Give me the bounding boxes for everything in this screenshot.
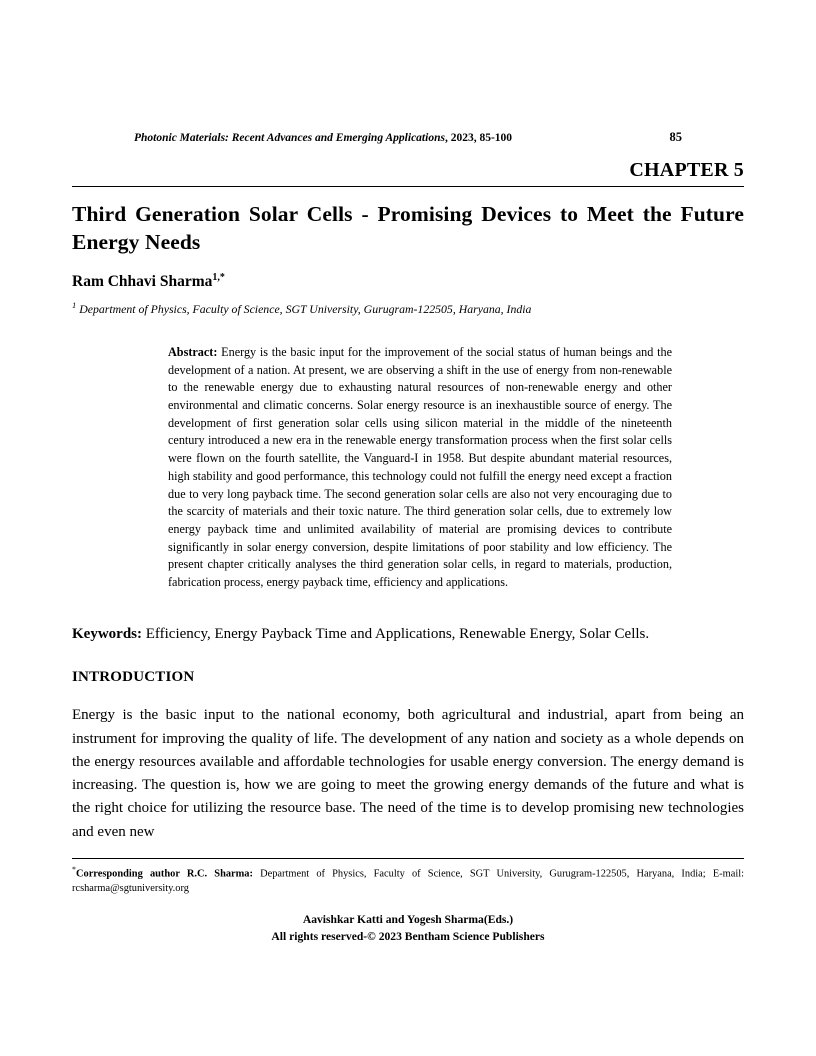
author-affiliation-marker: 1,* xyxy=(212,272,225,284)
keywords-text: Efficiency, Energy Payback Time and Applications, Renewable Energy, Solar Cells. xyxy=(142,625,650,642)
running-head-left xyxy=(134,132,512,144)
affiliation-marker: 1 xyxy=(72,300,77,311)
corresponding-author-note xyxy=(72,864,744,896)
section-heading-introduction: INTRODUCTION xyxy=(72,669,195,686)
author-name xyxy=(72,272,744,291)
affiliation xyxy=(72,300,744,318)
keywords xyxy=(72,624,744,646)
footnote-bold: Corresponding author R.C. Sharma: xyxy=(76,868,253,880)
abstract xyxy=(168,344,672,592)
footnote-divider xyxy=(72,858,744,859)
chapter-label: CHAPTER 5 xyxy=(629,159,744,181)
affiliation-text: Department of Physics, Faculty of Science, SGT University, Gurugram-122505, Haryana, India xyxy=(76,302,532,317)
rights-line: All rights reserved-© 2023 Bentham Science Publishers xyxy=(271,929,545,943)
footnote-marker: * xyxy=(72,864,76,874)
journal-citation: , 2023, 85-100 xyxy=(444,132,513,144)
header-divider xyxy=(72,186,744,187)
journal-title: Photonic Materials: Recent Advances and Emerging Applications xyxy=(134,132,445,144)
page-title: Third Generation Solar Cells - Promising Devices to Meet the Future Energy Needs xyxy=(72,202,744,254)
footnote-rest: Department of Physics, Faculty of Science, SGT University, Gurugram-122505, Haryana, India; E-mail: rcsharma@sgtuniversity.org xyxy=(72,868,744,894)
abstract-text: Energy is the basic input for the improvement of the social status of human beings and the development of a nation. At present, we are observing a shift in the use of energy from non-renewable to the renewable energy due to exhausting natural resources of non-renewable energy and other environmental and climatic concerns. Solar energy resource is an inexhaustible source of energy. The development of first generation solar cells using silicon material in the middle of the nineteenth century introduced a new era in the renewable energy transformation process when the first solar cells were flown on the fourth satellite, the Vanguard-I in 1958. But despite abundant material resources, high stability and good performance, this technology could not fulfill the energy need except a fraction due to very long payback time. The second generation solar cells are also not very encouraging due to the scarcity of materials and their toxic nature. The third generation solar cells, due to extremely low energy payback time and unlimited availability of material are promising devices to contribute significantly in solar energy conversion, despite limitations of poor stability and low efficiency. The present chapter critically analyses the third generation solar cells, in regard to materials, production, fabrication process, energy payback time, efficiency and applications. xyxy=(168,345,672,589)
author-label: Ram Chhavi Sharma xyxy=(72,273,213,291)
running-head xyxy=(72,130,744,145)
page-number: 85 xyxy=(669,130,682,144)
publisher-block xyxy=(72,912,744,946)
keywords-label: Keywords: xyxy=(72,625,142,642)
editors-line: Aavishkar Katti and Yogesh Sharma(Eds.) xyxy=(302,913,514,927)
introduction-paragraph: Energy is the basic input to the national economy, both agricultural and industrial, apart from being an instrument for improving the quality of life. The development of any nation and society as a whole depends on the energy resources available and affordable technologies for usable energy conversion. The energy demand is increasing. The question is, how we are going to meet the growing energy demands of the future and what is the right choice for utilizing the resource base. The need of the time is to develop promising new technologies and even new xyxy=(72,707,744,840)
abstract-label: Abstract: xyxy=(168,345,218,360)
